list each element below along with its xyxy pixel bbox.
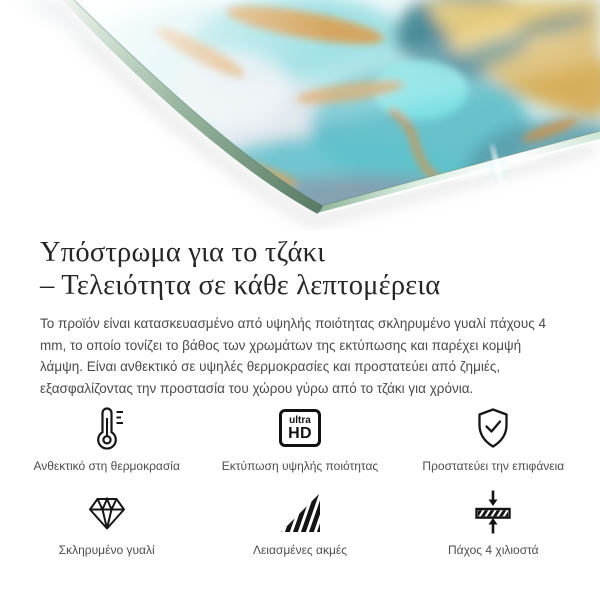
diamond-icon	[84, 488, 130, 536]
feature-label: Εκτύπωση υψηλής ποιότητας	[221, 459, 379, 473]
feature-polished-edges	[203, 488, 396, 557]
feature-temperature	[10, 404, 203, 473]
feature-label: Προστατεύει την επιφάνεια	[422, 459, 565, 473]
feature-surface-protection	[397, 404, 590, 473]
features-grid	[0, 404, 600, 557]
feature-tempered-glass	[10, 488, 203, 557]
feature-label: Λειασμένες ακμές	[252, 543, 348, 557]
ultra-hd-icon	[279, 409, 321, 447]
page-title-line-1: Υπόστρωμα για το τζάκι	[40, 237, 326, 268]
thermometer-icon	[85, 404, 129, 452]
polished-edges-icon	[277, 488, 323, 536]
feature-label: Ανθεκτικό στη θερμοκρασία	[33, 459, 180, 473]
page-title-line-2: – Τελειότητα σε κάθε λεπτομέρεια	[40, 270, 441, 301]
feature-label: Σκληρυμένο γυαλί	[58, 543, 155, 557]
feature-thickness	[397, 488, 590, 557]
feature-print-quality	[203, 404, 396, 473]
thickness-icon	[470, 488, 516, 536]
feature-label: Πάχος 4 χιλιοστά	[448, 543, 539, 557]
page-title	[40, 236, 560, 302]
ultra-hd-icon-text-top: ultra	[289, 414, 311, 426]
ultra-hd-icon-text-bottom: HD	[288, 424, 312, 442]
product-description: Το προϊόν είναι κατασκευασμένο από υψηλής ποιότητας σκληρυμένο γυαλί πάχους 4 mm, το οποίο τονίζει το βάθος των χρωμάτων της εκτύπωσης και παρέχει κομψή λάμψη. Είναι ανθεκτικό σε υψηλές θερμοκρασίες και προστατεύει από ζημιές, εξασφαλίζοντας την προστασία του χώρου γύρω από το τζάκι για χρόνια.	[40, 316, 546, 396]
shield-check-icon	[471, 404, 515, 452]
glass-panel-image	[0, 0, 600, 230]
product-photo	[0, 0, 600, 230]
